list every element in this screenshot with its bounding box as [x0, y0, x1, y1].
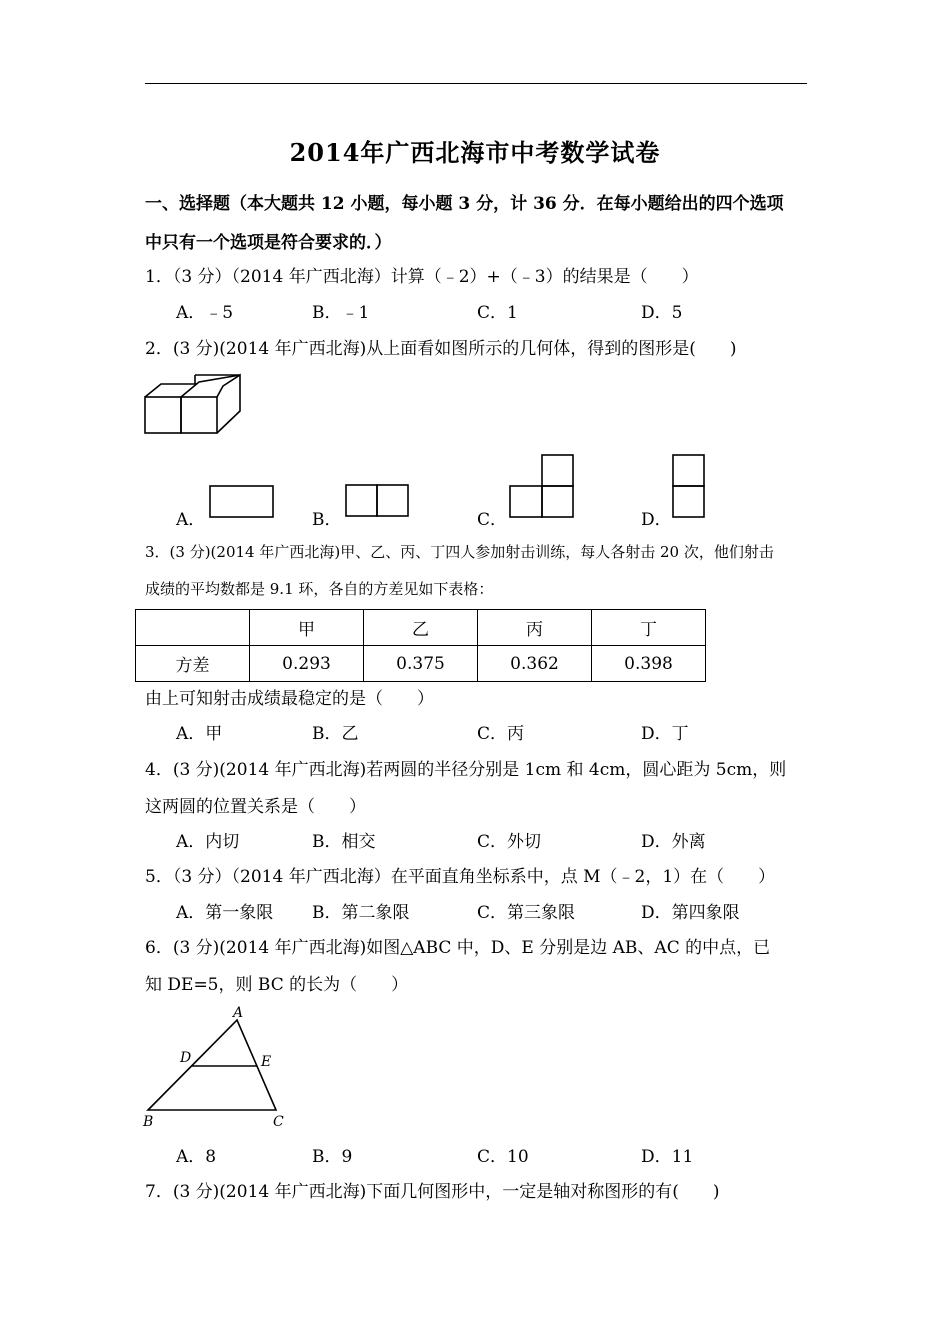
q5-option-b: B．第二象限 [312, 903, 410, 923]
q2-option-a: A． [176, 510, 206, 530]
label-c: C [273, 1114, 284, 1130]
q5-option-c: C．第三象限 [477, 903, 576, 923]
table-cell: 0.375 [364, 646, 478, 682]
q3-option-c: C．丙 [477, 724, 525, 744]
q1-option-a: A．﹣5 [176, 303, 234, 323]
table-header-cell: 甲 [250, 610, 364, 646]
q6-option-c: C．10 [477, 1147, 529, 1167]
question-5-text: 5．（3 分）（2014 年广西北海）在平面直角坐标系中，点 M（﹣2，1）在（ ） [145, 867, 776, 887]
q2-option-d: D． [641, 510, 672, 530]
question-6-text-line-2: 知 DE=5，则 BC 的长为（ ） [145, 975, 409, 995]
q6-option-d: D．11 [641, 1147, 694, 1167]
q1-option-d: D．5 [641, 303, 683, 323]
question-3-text-line-2: 成绩的平均数都是 9.1 环，各自的方差见如下表格： [145, 580, 494, 598]
table-header-cell: 乙 [364, 610, 478, 646]
question-1-text: 1．（3 分）（2014 年广西北海）计算（﹣2）+（﹣3）的结果是（ ） [145, 267, 699, 287]
label-a: A [233, 1005, 244, 1021]
label-d: D [180, 1050, 192, 1066]
q2-option-c: C． [477, 510, 508, 530]
table-row-label: 方差 [136, 646, 250, 682]
q3-option-d: D．丁 [641, 724, 689, 744]
q4-option-c: C．外切 [477, 832, 542, 852]
q3-option-a: A．甲 [176, 724, 223, 744]
table-header-cell: 丁 [592, 610, 706, 646]
q1-option-c: C．1 [477, 303, 518, 323]
q5-option-d: D．第四象限 [641, 903, 740, 923]
table-cell: 0.362 [478, 646, 592, 682]
page-title: 2014年广西北海市中考数学试卷 [289, 138, 661, 167]
q4-option-b: B．相交 [312, 832, 376, 852]
q5-option-a: A．第一象限 [176, 903, 274, 923]
question-3-text-line-3: 由上可知射击成绩最稳定的是（ ） [145, 689, 434, 709]
q4-option-a: A．内切 [176, 832, 240, 852]
question-6-text-line-1: 6．(3 分)(2014 年广西北海)如图△ABC 中，D、E 分别是边 AB、AC 的中点，已 [145, 938, 771, 958]
q6-option-a: A．8 [176, 1147, 217, 1167]
question-2-text: 2．(3 分)(2014 年广西北海)从上面看如图所示的几何体，得到的图形是( ) [145, 339, 737, 359]
section-heading-line-2: 中只有一个选项是符合要求的．） [145, 233, 392, 253]
q2-option-b: B． [312, 510, 342, 530]
question-3-text-line-1: 3．(3 分)(2014 年广西北海)甲、乙、丙、丁四人参加射击训练，每人各射击 20 次，他们射击 [145, 543, 774, 561]
label-e: E [261, 1054, 272, 1070]
triangle-abc [148, 1020, 276, 1110]
question-4-text-line-2: 这两圆的位置关系是（ ） [145, 797, 366, 817]
q3-option-b: B．乙 [312, 724, 359, 744]
table-cell: 0.398 [592, 646, 706, 682]
section-heading-line-1: 一、选择题（本大题共 12 小题，每小题 3 分，计 36 分．在每小题给出的四个选项 [145, 194, 784, 214]
q4-option-d: D．外离 [641, 832, 706, 852]
q6-option-b: B．9 [312, 1147, 353, 1167]
question-7-text: 7．(3 分)(2014 年广西北海)下面几何图形中，一定是轴对称图形的有( ) [145, 1182, 720, 1202]
q1-option-b: B．﹣1 [312, 303, 370, 323]
table-header-cell: 丙 [478, 610, 592, 646]
label-b: B [143, 1114, 154, 1130]
question-4-text-line-1: 4．(3 分)(2014 年广西北海)若两圆的半径分别是 1cm 和 4cm，圆心距为 5cm，则 [145, 760, 787, 780]
table-cell: 0.293 [250, 646, 364, 682]
